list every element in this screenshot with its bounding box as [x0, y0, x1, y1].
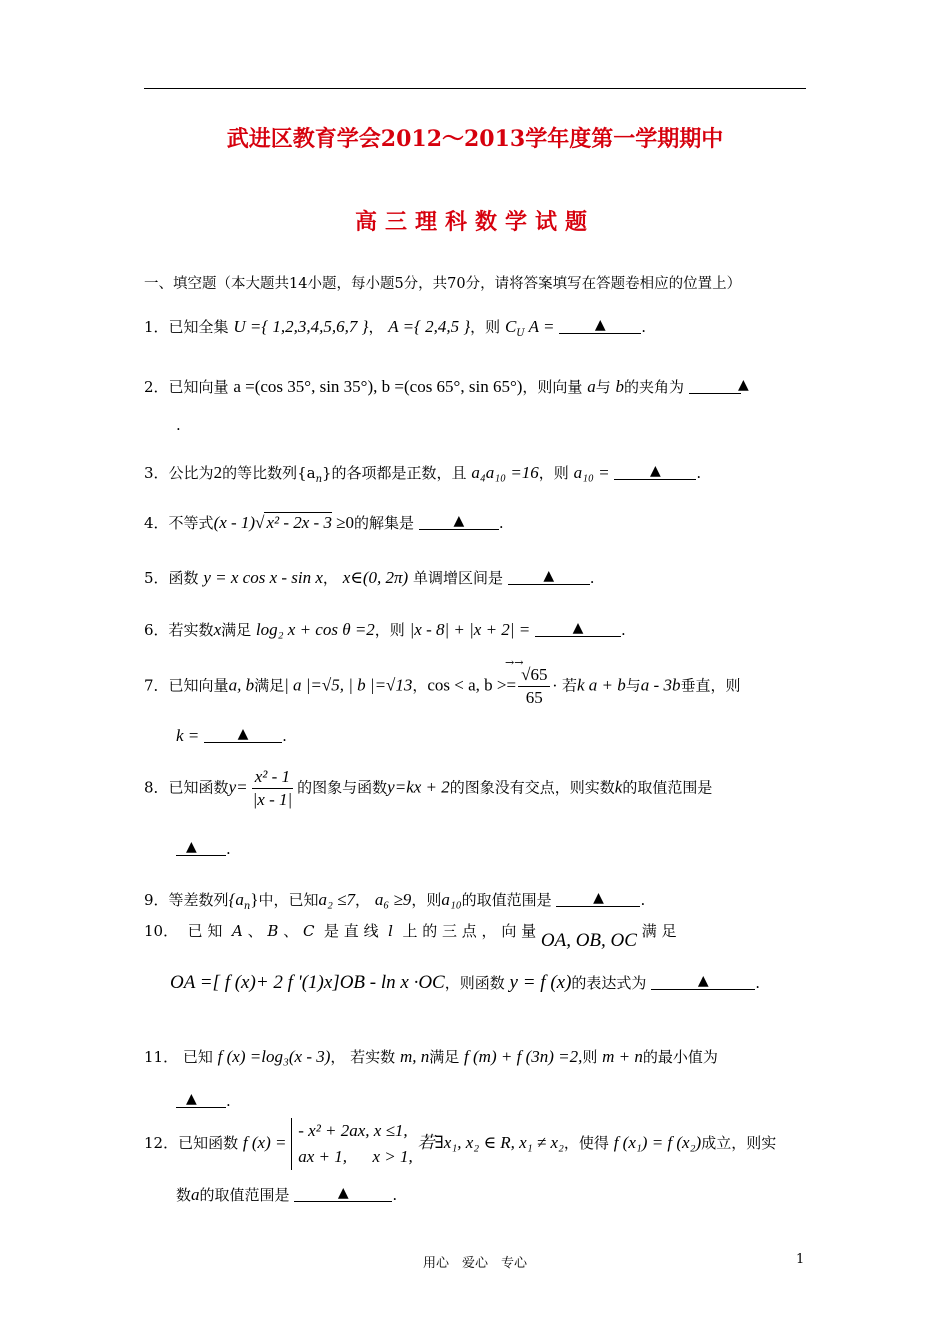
triangle-icon: ▲	[572, 620, 584, 636]
triangle-icon: ▲	[594, 317, 606, 333]
question-1: 1．已知全集 U ={ 1,2,3,4,5,6,7 }， A ={ 2,4,5 }，则 $C_U$ A = ▲ .	[144, 317, 647, 339]
question-8: 8．已知函数y= $\frac{\text{x² - 1}}{|x - 1|}$ 的图象与函数y=kx + 2的图象没有交点，则实数k的取值范围是	[144, 767, 713, 809]
triangle-icon: ▲	[738, 377, 749, 393]
answer-blank	[508, 568, 590, 585]
fraction: $\frac{√65}{65}$	[518, 664, 550, 709]
question-12: 12．已知函数 f (x) = - x² + 2ax, x ≤1, ax + 1, x > 1, 若∃x₁, x₂ ∈ R, x₁ ≠ x₂，使得 f (x₁) = f (x₂)成立，则实	[144, 1118, 776, 1170]
section-header: 一、填空题（本大题共14小题，每小题5分，共70分，请将答案填写在答题卷相应的位置上）	[144, 276, 742, 292]
question-6: 6．若实数x满足 log₂ x + cos θ =2，则 |x - 8| + |x + 2| = ▲ .	[144, 620, 626, 639]
page-subtitle: 高三理科数学试题	[354, 209, 595, 235]
answer-blank	[556, 890, 640, 907]
question-9: 9．等差数列$\{a_n\}$中，已知a₂ ≤7， a₆ ≥9，则a₁₀的取值范围是 ▲ .	[144, 890, 646, 912]
answer-blank	[176, 839, 226, 856]
triangle-icon: ▲	[650, 463, 661, 479]
answer-blank	[176, 1091, 226, 1108]
question-2: 2．已知向量 a =(cos 35°, sin 35°), b =(cos 65°, sin 65°)，则向量 a与 b的夹角为 ▲	[144, 377, 749, 396]
question-10: 10． 已 知 A 、 B 、 C 是 直 线 l 上 的 三 点 ， 向 量 OA, OB, OC 满 足	[144, 922, 677, 951]
triangle-icon: ▲	[186, 1091, 197, 1107]
header-rule	[144, 88, 806, 89]
page-title: 武进区教育学会2012～2013学年度第一学期期中	[226, 126, 724, 152]
question-12-line2: 数a的取值范围是 ▲ .	[176, 1185, 398, 1204]
fraction: $\frac{\text{x² - 1}}{|x - 1|}$	[252, 767, 293, 809]
question-5: 5．函数 y = x cos x - sin x， x∈(0, 2π) 单调增区间是 ▲ .	[144, 568, 595, 587]
triangle-icon: ▲	[237, 726, 249, 742]
triangle-icon: ▲	[337, 1185, 349, 1201]
question-4: 4．不等式(x - 1)√ x² - 2x - 3 ≥0的解集是 ▲ .	[144, 513, 504, 532]
question-7: →→ 7．已知向量a, b满足| a |=√5, | b |=√13，cos < a, b >= $\frac{√65}{65}$ · 若k a + b与a - 3b垂直，则	[144, 656, 741, 707]
question-7-line2: k = ▲ .	[176, 726, 287, 745]
question-11-line2: ▲ .	[176, 1091, 231, 1110]
answer-blank	[204, 726, 282, 743]
triangle-icon: ▲	[697, 973, 709, 989]
question-11: 11． 已知 f (x) =log₃(x - 3)， 若实数 m, n满足 f (m) + f (3n) =2,则 m + n的最小值为	[144, 1047, 718, 1066]
piecewise-brace: - x² + 2ax, x ≤1, ax + 1, x > 1,	[291, 1118, 413, 1170]
question-10-line2: OA =[ f (x)+ 2 f '(1)x]OB - ln x ·OC，则函数 y = f (x)的表达式为 ▲ .	[170, 972, 760, 993]
answer-blank	[614, 463, 696, 480]
answer-blank	[294, 1185, 392, 1202]
page-number: 1	[796, 1252, 805, 1267]
page-footer: 用心 爱心 专心	[422, 1256, 527, 1271]
question-3: 3．公比为2的等比数列$\{a_n\}$的各项都是正数，且 a₄a₁₀ =16，则 a₁₀ = ▲ .	[144, 463, 702, 485]
question-8-line2: ▲ .	[176, 839, 231, 858]
triangle-icon: ▲	[543, 568, 555, 584]
triangle-icon: ▲	[453, 513, 465, 529]
answer-blank	[651, 973, 755, 990]
triangle-icon: ▲	[593, 890, 604, 906]
answer-blank	[689, 377, 749, 394]
answer-blank	[419, 513, 499, 530]
triangle-icon: ▲	[186, 839, 197, 855]
answer-blank	[535, 620, 621, 637]
answer-blank	[559, 317, 641, 334]
